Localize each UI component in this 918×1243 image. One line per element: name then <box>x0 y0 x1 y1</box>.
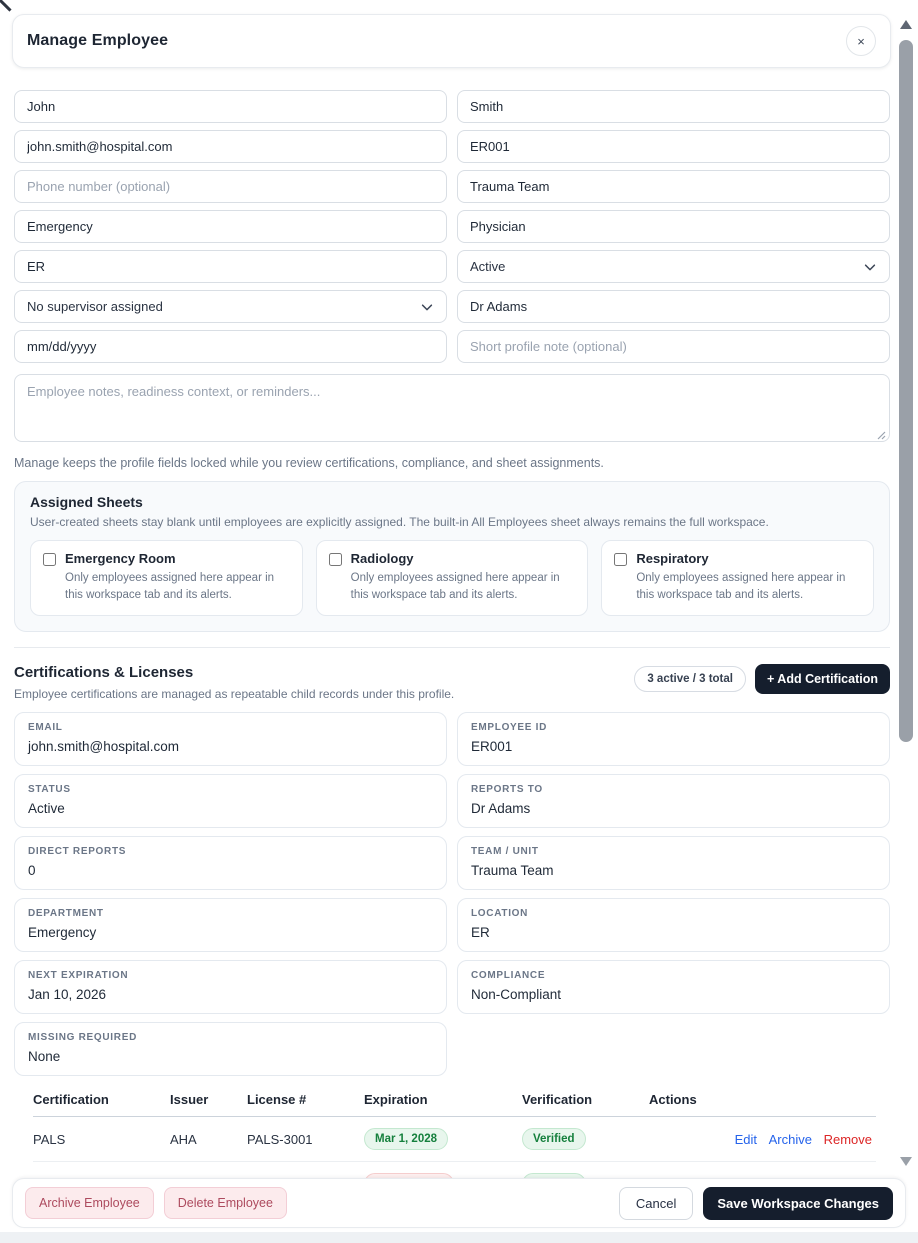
assigned-sheets-title: Assigned Sheets <box>30 494 143 510</box>
assigned-sheets-description: User-created sheets stay blank until employees are explicitly assigned. The built-in All Employees sheet always remains the full workspace. <box>30 515 769 529</box>
sheet-card-emergency-room <box>30 540 303 616</box>
last-name-field[interactable] <box>457 90 890 123</box>
stat-card-direct-reports <box>14 836 447 890</box>
expiration-badge: Mar 1, 2028 <box>364 1128 448 1150</box>
sheet-card-radiology <box>316 540 589 616</box>
sheet-card-label[interactable]: Emergency Room <box>65 551 176 566</box>
certifications-subtitle: Employee certifications are managed as repeatable child records under this profile. <box>14 687 455 702</box>
scrollbar-down-arrow-icon[interactable] <box>900 1157 912 1166</box>
email-field[interactable] <box>14 130 447 163</box>
stat-card-department <box>14 898 447 952</box>
location-field[interactable] <box>14 250 447 283</box>
sheet-cards <box>30 540 874 616</box>
role-field[interactable] <box>457 210 890 243</box>
stat-label: STATUS <box>28 784 71 796</box>
assigned-sheets-panel <box>14 481 890 632</box>
column-header-certification: Certification <box>33 1084 170 1117</box>
table-row-pals <box>33 1117 876 1162</box>
add-certification-button[interactable]: + Add Certification <box>755 664 890 694</box>
first-name-field[interactable] <box>14 90 447 123</box>
page-background-strip <box>0 1232 918 1243</box>
supervisor-select-value: No supervisor assigned <box>27 299 163 314</box>
profile-note-field[interactable] <box>457 330 890 363</box>
stat-card-reports-to <box>457 774 890 828</box>
stat-value: Active <box>28 801 65 817</box>
cancel-button[interactable]: Cancel <box>619 1187 693 1220</box>
stat-card-email <box>14 712 447 766</box>
stat-label: LOCATION <box>471 908 529 920</box>
archive-employee-button[interactable]: Archive Employee <box>25 1187 154 1219</box>
certifications-header <box>14 664 890 701</box>
vertical-scrollbar <box>899 14 913 1166</box>
edit-link[interactable]: Edit <box>734 1131 757 1147</box>
employee-id-field[interactable] <box>457 130 890 163</box>
column-header-license: License # <box>247 1084 364 1117</box>
chevron-down-icon <box>420 300 434 314</box>
stat-value: Emergency <box>28 925 97 941</box>
stat-card-location <box>457 898 890 952</box>
sheet-card-description: Only employees assigned here appear in this workspace tab and its alerts. <box>65 572 275 601</box>
employee-notes-field[interactable] <box>14 374 890 442</box>
section-divider <box>14 647 890 648</box>
employee-summary-grid <box>14 712 890 1076</box>
employee-form <box>14 90 890 447</box>
notes-field-wrap <box>14 374 890 447</box>
stat-card-compliance <box>457 960 890 1014</box>
stat-card-missing-required <box>14 1022 447 1076</box>
stat-label: NEXT EXPIRATION <box>28 970 129 982</box>
lock-note: Manage keeps the profile fields locked while you review certifications, compliance, and sheet assignments. <box>14 456 604 470</box>
save-workspace-changes-button[interactable]: Save Workspace Changes <box>703 1187 893 1220</box>
modal-header <box>12 14 891 68</box>
cell-issuer: AHA <box>170 1117 247 1162</box>
chevron-down-icon <box>863 260 877 274</box>
stat-value: None <box>28 1049 61 1065</box>
stat-value: Trauma Team <box>471 863 554 879</box>
stat-label: COMPLIANCE <box>471 970 546 982</box>
column-header-issuer: Issuer <box>170 1084 247 1117</box>
team-field[interactable] <box>457 170 890 203</box>
stat-card-employee-id <box>457 712 890 766</box>
scrollbar-thumb[interactable] <box>899 40 913 742</box>
stat-card-next-expiration <box>14 960 447 1014</box>
sheet-checkbox-radiology[interactable] <box>329 553 342 566</box>
stat-value: ER <box>471 925 490 941</box>
sheet-card-description: Only employees assigned here appear in this workspace tab and its alerts. <box>636 572 846 601</box>
column-header-actions: Actions <box>649 1084 876 1117</box>
phone-field[interactable] <box>14 170 447 203</box>
stat-value: Non-Compliant <box>471 987 562 1003</box>
remove-link[interactable]: Remove <box>823 1131 872 1147</box>
stat-label: EMAIL <box>28 722 63 734</box>
archive-link[interactable]: Archive <box>768 1131 812 1147</box>
active-count-badge: 3 active / 3 total <box>634 666 746 692</box>
sheet-checkbox-emergency-room[interactable] <box>43 553 56 566</box>
stat-value: Jan 10, 2026 <box>28 987 107 1003</box>
verification-badge: Verified <box>522 1128 586 1150</box>
stat-label: DEPARTMENT <box>28 908 104 920</box>
hire-date-field[interactable] <box>14 330 447 363</box>
sheet-card-label[interactable]: Radiology <box>350 551 414 566</box>
delete-employee-button[interactable]: Delete Employee <box>164 1187 287 1219</box>
close-icon: × <box>857 33 865 49</box>
stat-value: john.smith@hospital.com <box>28 739 180 755</box>
stat-card-team-unit <box>457 836 890 890</box>
stat-card-status <box>14 774 447 828</box>
stat-label: DIRECT REPORTS <box>28 846 127 858</box>
sheet-card-description: Only employees assigned here appear in this workspace tab and its alerts. <box>350 572 560 601</box>
table-header-row <box>33 1084 876 1117</box>
stat-label: REPORTS TO <box>471 784 543 796</box>
sheet-card-label[interactable]: Respiratory <box>636 551 709 566</box>
page-title: Manage Employee <box>27 32 169 49</box>
modal-footer <box>12 1178 906 1228</box>
stat-value: 0 <box>28 863 36 879</box>
sheet-checkbox-respiratory[interactable] <box>614 553 627 566</box>
column-header-expiration: Expiration <box>364 1084 522 1117</box>
close-button[interactable] <box>846 26 876 56</box>
stat-value: ER001 <box>471 739 513 755</box>
status-select-value: Active <box>470 259 506 274</box>
column-header-verification: Verification <box>522 1084 649 1117</box>
stat-value: Dr Adams <box>471 801 531 817</box>
cell-license: PALS-3001 <box>247 1117 364 1162</box>
stat-label: EMPLOYEE ID <box>471 722 548 734</box>
supervisor-select[interactable] <box>14 290 447 323</box>
scrollbar-up-arrow-icon[interactable] <box>900 20 912 29</box>
certifications-title: Certifications & Licenses <box>14 664 194 682</box>
status-select[interactable] <box>457 250 890 283</box>
stat-label: TEAM / UNIT <box>471 846 539 858</box>
department-field[interactable] <box>14 210 447 243</box>
sheet-card-respiratory <box>601 540 874 616</box>
cell-certification: PALS <box>33 1117 170 1162</box>
reports-to-field[interactable] <box>457 290 890 323</box>
stat-label: MISSING REQUIRED <box>28 1032 137 1044</box>
